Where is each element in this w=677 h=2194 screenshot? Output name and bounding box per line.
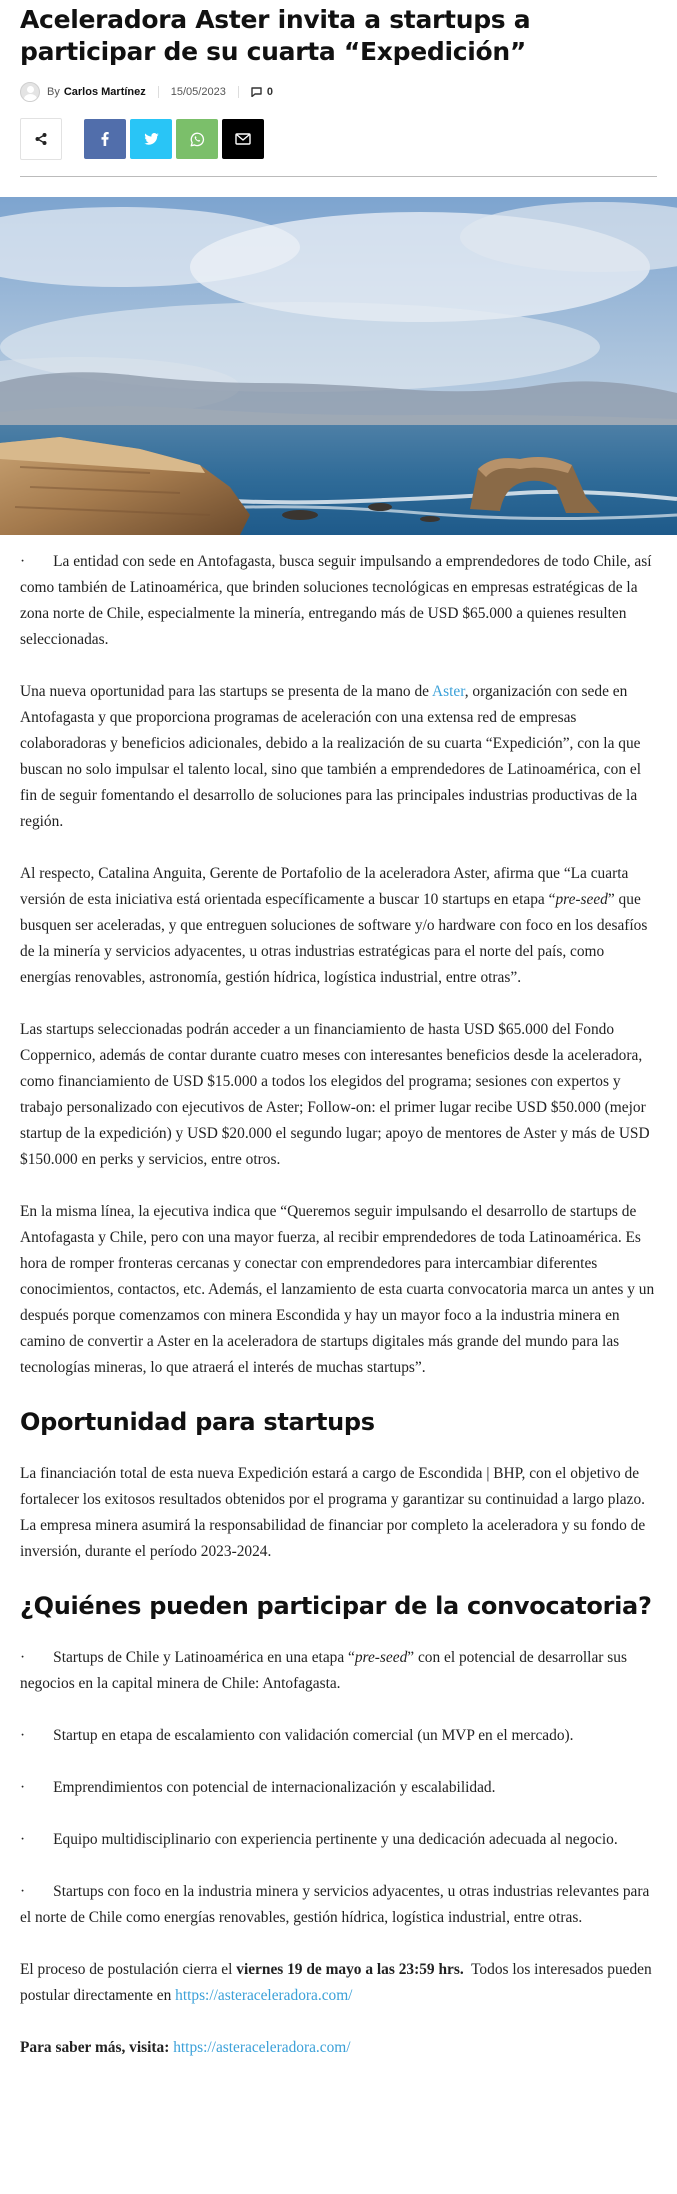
author-name[interactable]: Carlos Martínez: [63, 86, 146, 98]
paragraph-4: En la misma línea, la ejecutiva indica que “Queremos seguir impulsando el desarrollo de startups de Antofagasta y Chile, pero con una mayor fuerza, al recibir emprendedores de toda Latinoamérica. Es hora de romper fronteras cercanas y conectar con emprendedores para intercambiar diferentes conocimientos, contactos, etc. Además, el lanzamiento de esta cuarta convocatoria marca un antes y un después porque comenzamos con minera Escondida y hay un mayor foco a la industria minera en camino de convertir a Aster en la aceleradora de startups digitales más grande del mundo para las tecnologías mineras, lo que atraerá el interés de muchas startups”.: [20, 1203, 655, 1376]
apply-link[interactable]: https://asteraceleradora.com/: [175, 1987, 353, 2004]
whatsapp-share-button[interactable]: [176, 119, 218, 159]
comment-count: 0: [266, 86, 273, 98]
bullet-mark: ·: [20, 1649, 26, 1666]
list-item: · Startup en etapa de escalamiento con validación comercial (un MVP en el mercado).: [20, 1727, 574, 1744]
list-item: · Equipo multidisciplinario con experiencia pertinente y una dedicación adecuada al negocio.: [20, 1831, 618, 1848]
article-header: [0, 0, 677, 177]
bullet-mark: ·: [20, 1883, 26, 1900]
more-info-link[interactable]: https://asteraceleradora.com/: [173, 2039, 351, 2056]
meta-divider: [238, 86, 239, 98]
list-item: · Startups de Chile y Latinoamérica en una etapa “pre-seed” con el potencial de desarrollar sus negocios en la capital minera de Chile: Antofagasta.: [20, 1649, 627, 1692]
facebook-share-button[interactable]: [84, 119, 126, 159]
application-deadline-paragraph: El proceso de postulación cierra el viernes 19 de mayo a las 23:59 hrs. Todos los interesados pueden postular directamente en https://asteraceleradora.com/: [20, 1961, 656, 2004]
hero-image: [0, 197, 677, 535]
article-meta: [20, 80, 657, 104]
bullet-mark: ·: [20, 1831, 26, 1848]
bullet-mark: ·: [20, 1727, 26, 1744]
list-item: · Emprendimientos con potencial de internacionalización y escalabilidad.: [20, 1779, 496, 1796]
header-divider: [20, 176, 657, 177]
more-info-paragraph: [20, 2035, 657, 2061]
list-item: · Startups con foco en la industria minera y servicios adyacentes, u otras industrias relevantes para el norte de Chile como energías renovables, gestión hídrica, logística industrial, entre otras.: [20, 1883, 650, 1926]
share-button[interactable]: [20, 118, 62, 160]
article-title: Aceleradora Aster invita a startups a participar de su cuarta “Expedición”: [20, 5, 531, 66]
deadline: viernes 19 de mayo a las 23:59 hrs.: [236, 1961, 464, 1978]
intro-text: La entidad con sede en Antofagasta, busca seguir impulsando a emprendedores de todo Chile, así como también de Latinoamérica, que brinden soluciones tecnológicas en empresas estratégicas de la zona norte de Chile, especialmente la minería, entregando más de USD $65.000 a quienes resulten seleccionadas.: [20, 553, 652, 648]
by-label: By: [47, 86, 60, 98]
intro-bullet: [20, 549, 657, 653]
heading-who-can-participate: ¿Quiénes pueden participar de la convocatoria?: [20, 1592, 652, 1620]
whatsapp-icon: [190, 132, 205, 147]
share-bar: [20, 118, 657, 160]
twitter-share-button[interactable]: [130, 119, 172, 159]
bullet-mark: ·: [20, 553, 26, 570]
meta-divider: [158, 86, 159, 98]
author-avatar[interactable]: [20, 82, 40, 102]
comments-link[interactable]: [251, 86, 273, 98]
bullet-mark: ·: [20, 1779, 26, 1796]
pre-seed-term: pre-seed: [555, 891, 608, 908]
paragraph-2: Al respecto, Catalina Anguita, Gerente de Portafolio de la aceleradora Aster, afirma que “La cuarta versión de esta iniciativa está orientada específicamente a buscar 10 startups en etapa “pre-seed” que busquen ser aceleradas, y que entreguen soluciones de software y/o hardware con foco en los desafíos de la minería y servicios adyacentes, u otras industrias estratégicas para el norte del país, como energías renovables, astronomía, gestión hídrica, logística industrial, entre otras”.: [20, 865, 648, 986]
paragraph-1: Una nueva oportunidad para las startups se presenta de la mano de Aster, organización con sede en Antofagasta y que proporciona programas de aceleración con una extensa red de empresas colaboradoras y beneficios adicionales, debido a la realización de su cuarta “Expedición”, con la que buscan no solo impulsar el talento local, sino que también a emprendedores de Latinoamérica, con el fin de seguir fomentando el desarrollo de soluciones para las principales industrias productivas de la región.: [20, 683, 641, 830]
email-icon: [235, 133, 251, 145]
facebook-icon: [101, 132, 109, 146]
email-share-button[interactable]: [222, 119, 264, 159]
paragraph-3: Las startups seleccionadas podrán acceder a un financiamiento de hasta USD $65.000 del Fondo Coppernico, además de contar durante cuatro meses con interesantes beneficios desde la aceleradora, como financiamiento de USD $15.000 a todos los elegidos del programa; sesiones con expertos y trabajo personalizado con ejecutivos de Aster; Follow-on: el primer lugar recibe USD $50.000 (mejor startup de la expedición) y USD $20.000 el segundo lugar; apoyo de mentores de Aster y más de USD $150.000 en perks y servicios, entre otros.: [20, 1021, 650, 1168]
comment-icon: [251, 87, 262, 97]
twitter-icon: [144, 133, 159, 145]
more-info-label: Para saber más, visita:: [20, 2039, 170, 2056]
aster-link[interactable]: Aster: [432, 683, 465, 700]
publish-date: 15/05/2023: [170, 86, 226, 98]
share-icon: [34, 132, 48, 146]
heading-opportunity: Oportunidad para startups: [20, 1408, 375, 1436]
paragraph-5: La financiación total de esta nueva Expedición estará a cargo de Escondida | BHP, con el objetivo de fortalecer los exitosos resultados obtenidos por el programa y garantizar su continuidad a largo plazo. La empresa minera asumirá la responsabilidad de financiar por completo la aceleradora y su fondo de inversión, durante el período 2023-2024.: [20, 1465, 646, 1560]
article-body: [0, 535, 677, 2061]
